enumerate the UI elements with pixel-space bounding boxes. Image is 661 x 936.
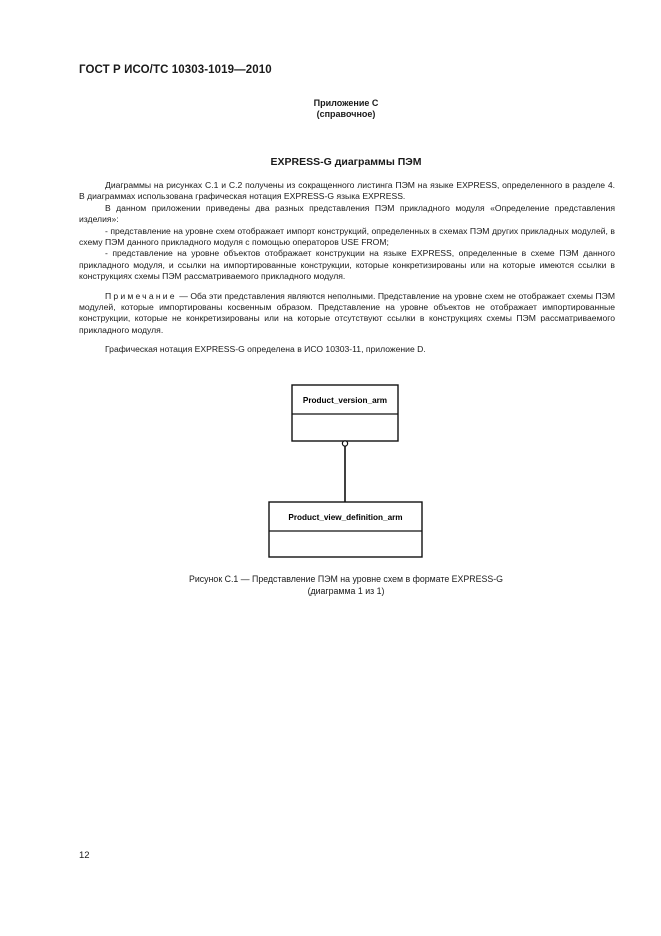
upper-box-label: Product_version_arm <box>302 396 388 405</box>
lower-box-frame <box>269 502 422 557</box>
paragraph: - представление на уровне объектов отображает конструкции на языке EXPRESS, определенные в схеме ПЭМ данного прикладного модуля, и ссылки на импортированные конструкции, которые конкретизированы или на которые имеются ссылки в конструкциях схемы ПЭМ рассматриваемого прикладного модуля. <box>79 248 615 282</box>
closing-paragraph: Графическая нотация EXPRESS-G определена в ИСО 10303-11, приложение D. <box>105 344 426 355</box>
page-number: 12 <box>79 850 90 861</box>
note-label: Примечание <box>105 290 177 301</box>
lower-box-label: Product_view_definition_arm <box>288 513 403 522</box>
section-title: EXPRESS-G диаграммы ПЭМ <box>270 156 422 168</box>
paragraph: - представление на уровне схем отображает импорт конструкций, определенных в схемах ПЭМ других прикладных модулей, в схему ПЭМ данного прикладного модуля с помощью операторов USE FROM; <box>79 225 615 248</box>
upper-entity-box <box>292 385 398 441</box>
note-text: — Оба эти представления являются неполными. Представление на уровне схем не отображает схемы ПЭМ модулей, которые импортированы косвенным образом. Представление на уровне объектов не отображает импортированные конструкции, которые не конкретизированы или на которые отсутствуют ссылки в конструкциях схемы ПЭМ рассматриваемого прикладного модуля. <box>79 290 615 335</box>
paragraph: В данном приложении приведены два разных представления ПЭМ прикладного модуля «Определение представления изделия»: <box>79 202 615 225</box>
figure-caption-subtitle: (диаграмма 1 из 1) <box>307 586 385 596</box>
upper-box-frame <box>292 385 398 441</box>
paragraph: Диаграммы на рисунках С.1 и С.2 получены из сокращенного листинга ПЭМ на языке EXPRESS, определенного в разделе 4. В диаграммах использована графическая нотация EXPRESS-G языка EXPRESS. <box>79 180 615 202</box>
figure-caption-title: Рисунок С.1 — Представление ПЭМ на уровне схем в формате EXPRESS-G <box>189 574 503 584</box>
document-header: ГОСТ Р ИСО/ТС 10303-1019—2010 <box>79 64 272 76</box>
lower-entity-box <box>269 502 422 557</box>
appendix-subtitle: (справочное) <box>316 109 376 119</box>
figure-caption <box>0 573 661 597</box>
relationship-end-circle <box>342 441 347 446</box>
appendix-title: Приложение С <box>313 98 379 108</box>
